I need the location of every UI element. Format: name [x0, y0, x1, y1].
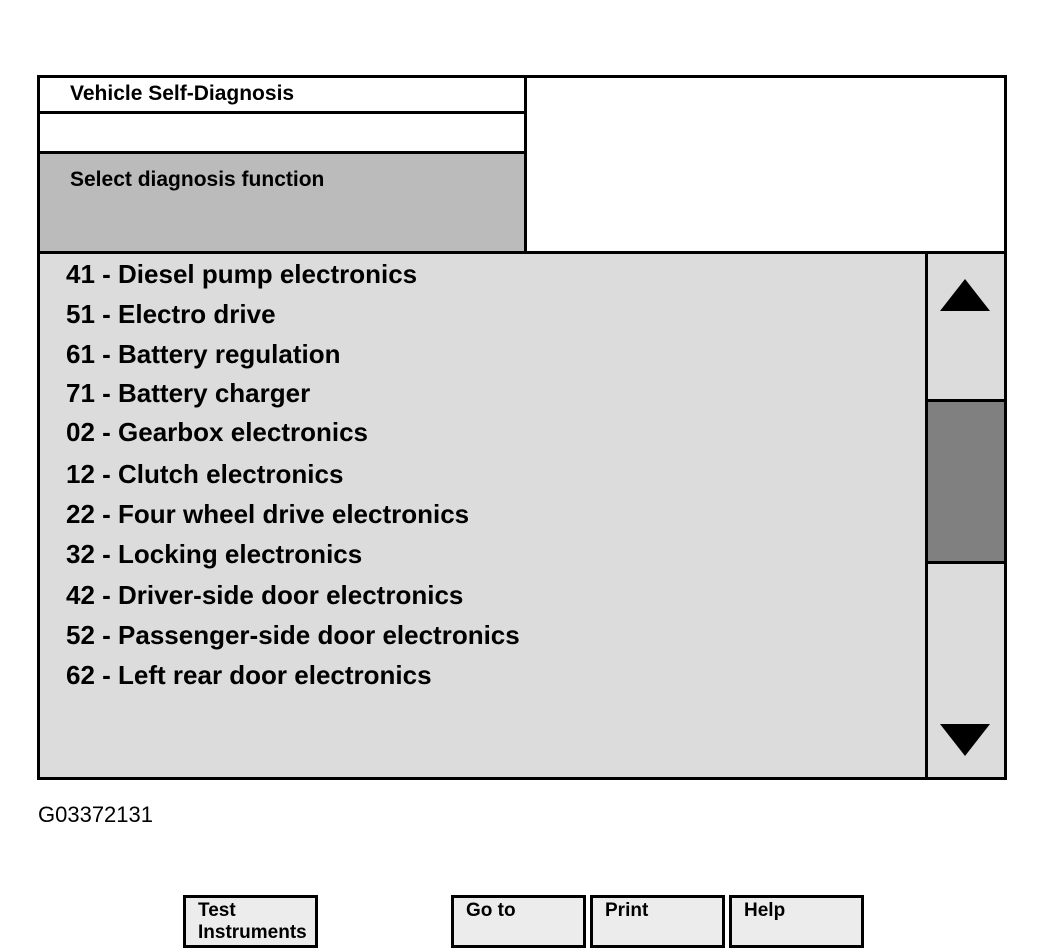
window-title: Vehicle Self-Diagnosis [70, 82, 295, 105]
scrollbar[interactable] [928, 254, 1004, 777]
help-label: Help [744, 900, 786, 921]
list-item[interactable]: 51 - Electro drive [66, 299, 276, 329]
triangle-up-icon[interactable] [940, 279, 990, 311]
print-label: Print [605, 900, 649, 921]
list-item[interactable]: 42 - Driver-side door electronics [66, 580, 464, 610]
test-instruments-button[interactable] [183, 895, 318, 948]
goto-label: Go to [466, 900, 516, 921]
prompt-text: Select diagnosis function [70, 168, 325, 191]
list-item[interactable]: 61 - Battery regulation [66, 339, 341, 369]
help-button[interactable] [729, 895, 864, 948]
list-item[interactable]: 52 - Passenger-side door electronics [66, 620, 520, 650]
test-instruments-label-line2: Instruments [198, 922, 307, 943]
list-item[interactable]: 02 - Gearbox electronics [66, 417, 369, 447]
title-bar [40, 78, 527, 114]
prompt-panel [40, 154, 527, 254]
status-field [40, 114, 527, 154]
list-item[interactable]: 32 - Locking electronics [66, 539, 363, 569]
test-instruments-label-line1: Test [198, 900, 236, 921]
goto-button[interactable] [451, 895, 586, 948]
list-item[interactable]: 41 - Diesel pump electronics [66, 259, 418, 289]
list-item[interactable]: 71 - Battery charger [66, 378, 311, 408]
list-item[interactable]: 22 - Four wheel drive electronics [66, 499, 470, 529]
scrollbar-thumb[interactable] [928, 399, 1004, 564]
figure-caption: G03372131 [38, 802, 153, 827]
list-item[interactable]: 12 - Clutch electronics [66, 459, 344, 489]
triangle-down-icon[interactable] [940, 724, 990, 756]
print-button[interactable] [590, 895, 725, 948]
list-item[interactable]: 62 - Left rear door electronics [66, 660, 432, 690]
